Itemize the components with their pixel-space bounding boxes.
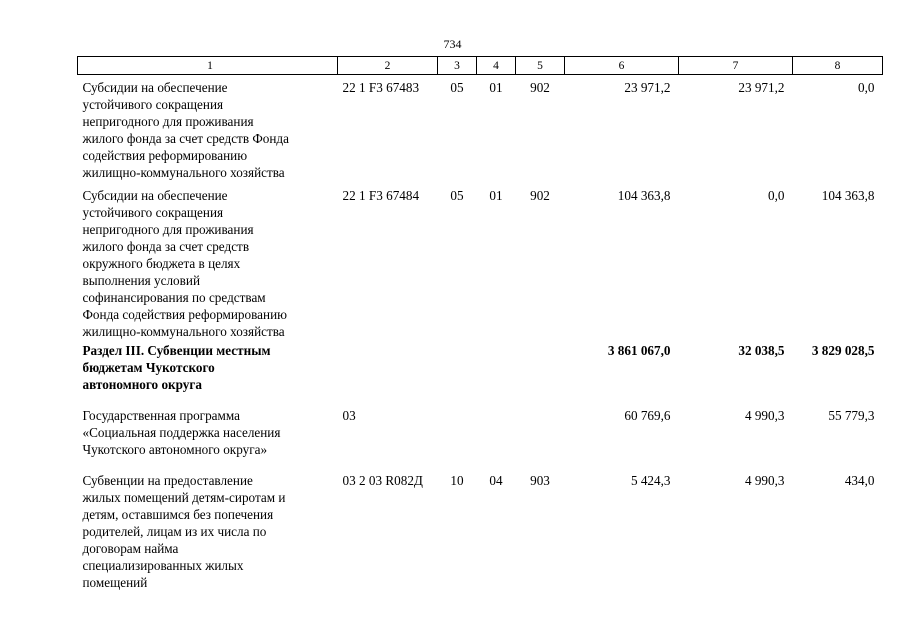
row-total: 60 769,6 bbox=[624, 408, 671, 423]
row-total: 104 363,8 bbox=[617, 188, 671, 203]
row-grbs: 902 bbox=[530, 80, 550, 95]
row-total: 23 971,2 bbox=[624, 80, 671, 95]
row-total: 5 424,3 bbox=[630, 473, 671, 488]
row-name: Субвенции на предоставление жилых помещений детям-сиротам и детям, оставшимся без попечения родителей, лицам из их числа по договорам найма специализированных жилых помещений bbox=[82, 473, 286, 590]
budget-table bbox=[77, 56, 883, 591]
row-code: 22 1 F3 67483 bbox=[342, 80, 420, 95]
row-name: Раздел III. Субвенции местным бюджетам Чукотского автономного округа bbox=[82, 343, 271, 392]
row-col7: 4 990,3 bbox=[744, 473, 785, 488]
row-subsection: 01 bbox=[489, 80, 503, 95]
row-col7: 4 990,3 bbox=[744, 408, 785, 423]
page-number: 734 bbox=[443, 37, 462, 51]
row-code: 22 1 F3 67484 bbox=[342, 188, 420, 203]
row-col8: 55 779,3 bbox=[828, 408, 875, 423]
row-grbs: 903 bbox=[530, 473, 550, 488]
column-header-1: 1 bbox=[78, 57, 338, 75]
row-section: 10 bbox=[450, 473, 464, 488]
column-header-4: 4 bbox=[477, 57, 516, 75]
row-col7: 0,0 bbox=[768, 188, 785, 203]
row-grbs: 902 bbox=[530, 188, 550, 203]
row-col8: 0,0 bbox=[858, 80, 875, 95]
row-subsection bbox=[477, 340, 516, 393]
column-header-2: 2 bbox=[338, 57, 438, 75]
column-header-3: 3 bbox=[438, 57, 477, 75]
row-section bbox=[438, 393, 477, 458]
row-code: 03 2 03 R082Д bbox=[342, 473, 423, 488]
row-total: 3 861 067,0 bbox=[607, 343, 671, 358]
row-section bbox=[438, 340, 477, 393]
row-grbs bbox=[516, 393, 565, 458]
row-code: 03 bbox=[342, 408, 356, 423]
table-header-row bbox=[78, 57, 883, 75]
table-row bbox=[78, 458, 883, 591]
row-subsection bbox=[477, 393, 516, 458]
row-col8: 3 829 028,5 bbox=[811, 343, 875, 358]
table-row-section bbox=[78, 340, 883, 393]
row-col8: 434,0 bbox=[844, 473, 875, 488]
row-col7: 23 971,2 bbox=[738, 80, 785, 95]
row-name: Субсидии на обеспечение устойчивого сокращения непригодного для проживания жилого фонда за счет средств Фонда содействия реформированию жилищно-коммунального хозяйства bbox=[82, 80, 289, 180]
column-header-6: 6 bbox=[565, 57, 679, 75]
row-subsection: 04 bbox=[489, 473, 503, 488]
row-col7: 32 038,5 bbox=[738, 343, 785, 358]
row-grbs bbox=[516, 340, 565, 393]
column-header-5: 5 bbox=[516, 57, 565, 75]
table-row bbox=[78, 393, 883, 458]
column-header-8: 8 bbox=[793, 57, 883, 75]
row-name: Государственная программа «Социальная поддержка населения Чукотского автономного округа» bbox=[82, 408, 281, 457]
row-section: 05 bbox=[450, 188, 464, 203]
row-code bbox=[338, 340, 438, 393]
column-header-7: 7 bbox=[679, 57, 793, 75]
row-col8: 104 363,8 bbox=[821, 188, 875, 203]
row-section: 05 bbox=[450, 80, 464, 95]
table-row bbox=[78, 181, 883, 340]
row-subsection: 01 bbox=[489, 188, 503, 203]
row-name: Субсидии на обеспечение устойчивого сокращения непригодного для проживания жилого фонда за счет средств окружного бюджета в целях выполнения условий софинансирования по средствам Фонда содействия реформированию жилищно-коммунального хозяйства bbox=[82, 188, 287, 339]
table-row bbox=[78, 75, 883, 182]
